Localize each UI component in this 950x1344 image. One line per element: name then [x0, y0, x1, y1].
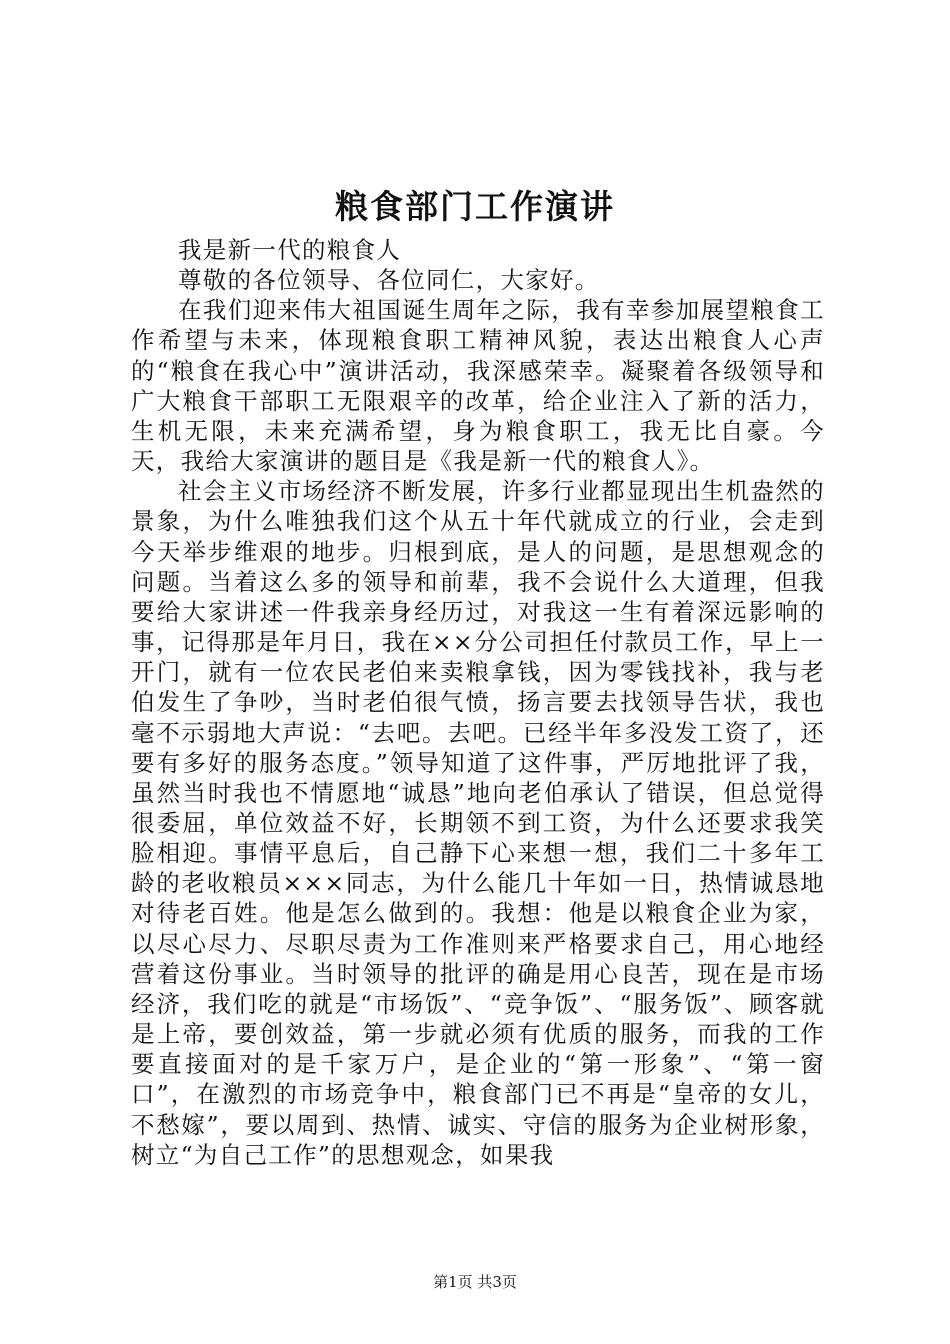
document-body	[131, 235, 825, 1170]
intro-paragraph: 在我们迎来伟大祖国诞生周年之际，我有幸参加展望粮食工作希望与未来，体现粮食职工精神风貌，表达出粮食人心声的“粮食在我心中”演讲活动，我深感荣幸。凝聚着各级领导和广大粮食干部职工无限艰辛的改革，给企业注入了新的活力，生机无限，未来充满希望，身为粮食职工，我无比自豪。今天，我给大家演讲的题目是《我是新一代的粮食人》。	[131, 296, 825, 476]
story-paragraph: 社会主义市场经济不断发展，许多行业都显现出生机盎然的景象，为什么唯独我们这个从五十年代就成立的行业，会走到今天举步维艰的地步。归根到底，是人的问题，是思想观念的问题。当着这么多的领导和前辈，我不会说什么大道理，但我要给大家讲述一件我亲身经历过，对我这一生有着深远影响的事，记得那是年月日，我在××分公司担任付款员工作，早上一开门，就有一位农民老伯来卖粮拿钱，因为零钱找补，我与老伯发生了争吵，当时老伯很气愤，扬言要去找领导告状，我也毫不示弱地大声说：“去吧。去吧。已经半年多没发工资了，还要有多好的服务态度。”领导知道了这件事，严厉地批评了我，虽然当时我也不情愿地“诚恳”地向老伯承认了错误，但总觉得很委屈，单位效益不好，长期领不到工资，为什么还要求我笑脸相迎。事情平息后，自己静下心来想一想，我们二十多年工龄的老收粮员×××同志，为什么能几十年如一日，热情诚恳地对待老百姓。他是怎么做到的。我想：他是以粮食企业为家，以尽心尽力、尽职尽责为工作准则来严格要求自己，用心地经营着这份事业。当时领导的批评的确是用心良苦，现在是市场经济，我们吃的就是“市场饭”、“竞争饭”、“服务饭”、顾客就是上帝，要创效益，第一步就必须有优质的服务，而我的工作要直接面对的是千家万户，是企业的“第一形象”、“第一窗口”，在激烈的市场竞争中，粮食部门已不再是“皇帝的女儿，不愁嫁”，要以周到、热情、诚实、守信的服务为企业树形象，树立“为自己工作”的思想观念，如果我	[131, 477, 826, 1169]
page-number-footer: 第1页 共3页	[433, 1273, 517, 1291]
greeting-paragraph: 尊敬的各位领导、各位同仁，大家好。	[178, 266, 600, 295]
document-title: 粮食部门工作演讲	[335, 187, 615, 226]
subtitle-paragraph: 我是新一代的粮食人	[178, 236, 402, 264]
